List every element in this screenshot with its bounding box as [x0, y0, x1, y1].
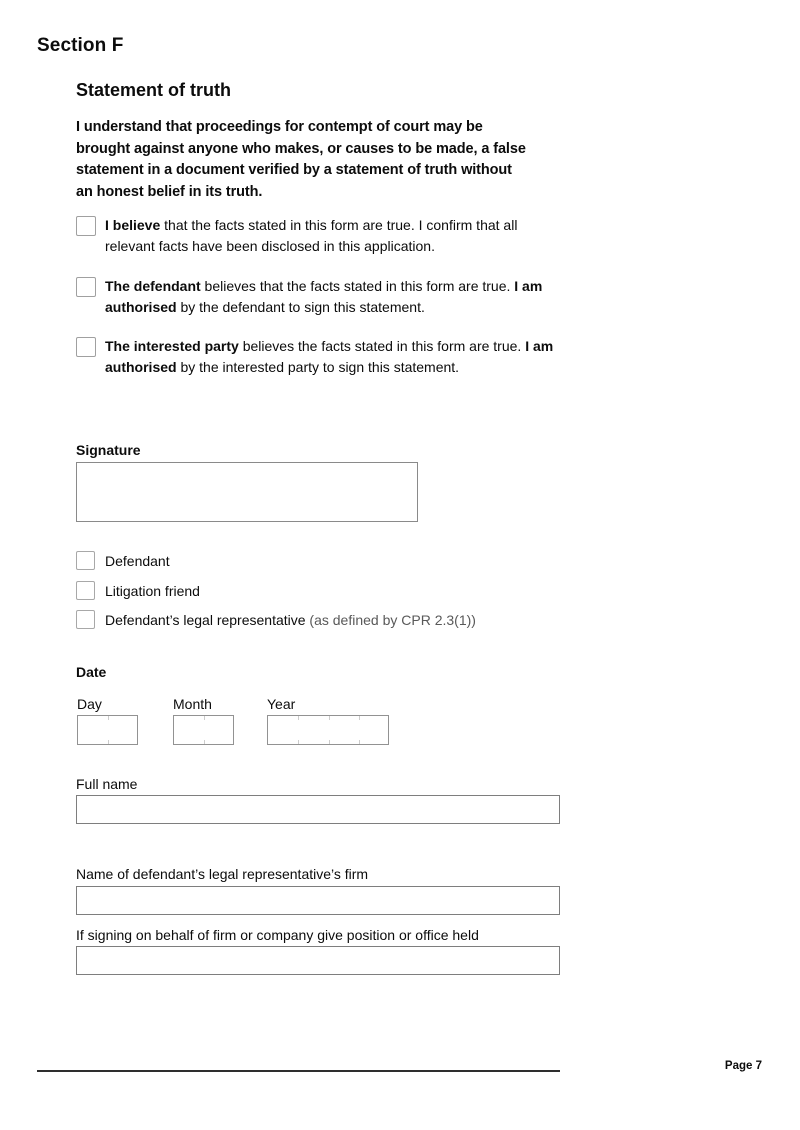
litigation-friend-checkbox[interactable] [76, 581, 95, 600]
day-label: Day [77, 696, 102, 712]
digit-divider-tick [108, 740, 109, 744]
position-held-label: If signing on behalf of firm or company give position or office held [76, 927, 479, 943]
role-label-text: Defendant [105, 552, 170, 569]
full-name-input[interactable] [76, 795, 560, 824]
digit-divider-tick [329, 740, 330, 744]
role-row-defendant [76, 551, 170, 570]
declaration-row-defendant-believes [76, 276, 557, 317]
declaration-plain-text: that the facts stated in this form are true. I confirm that all relevant facts have been disclosed in this application. [105, 217, 518, 254]
intro-line: brought against anyone who makes, or causes to be made, a false [76, 140, 526, 157]
year-label: Year [267, 696, 296, 712]
role-label-text: Defendant’s legal representative [105, 611, 306, 628]
digit-divider-tick [329, 716, 330, 720]
legal-representative-checkbox[interactable] [76, 610, 95, 629]
signature-label: Signature [76, 442, 141, 458]
digit-divider-tick [359, 740, 360, 744]
intro-line: statement in a document verified by a statement of truth without [76, 162, 512, 178]
digit-divider-tick [298, 716, 299, 720]
declaration-plain-text: by the interested party to sign this statement. [176, 358, 460, 375]
declaration-bold-text: I am authorised [105, 338, 554, 375]
declaration-bold-text: I am authorised [105, 278, 543, 315]
statement-of-truth-intro [76, 117, 576, 203]
declaration-plain-text: believes that the facts stated in this form are true. [200, 278, 515, 294]
firm-name-label: Name of defendant’s legal representative’s firm [76, 866, 369, 882]
declaration-row-interested-party [76, 336, 557, 377]
interested-party-checkbox[interactable] [76, 337, 96, 357]
declaration-plain-text: believes the facts stated in this form are true. [238, 338, 526, 354]
statement-of-truth-heading: Statement of truth [76, 80, 231, 100]
digit-divider-tick [204, 716, 205, 720]
intro-line: an honest belief in its truth. [76, 183, 263, 200]
defendant-role-checkbox[interactable] [76, 551, 95, 570]
month-label: Month [173, 696, 212, 712]
month-input[interactable] [173, 715, 234, 745]
role-label [105, 612, 476, 628]
year-input[interactable] [267, 715, 389, 745]
page-number: Page 7 [724, 1060, 762, 1072]
date-label: Date [76, 664, 107, 680]
day-input[interactable] [77, 715, 138, 745]
role-note-text: (as defined by CPR 2.3(1)) [305, 611, 476, 628]
full-name-label: Full name [76, 776, 138, 792]
defendant-believes-checkbox[interactable] [76, 277, 96, 297]
digit-divider-tick [359, 716, 360, 720]
digit-divider-tick [298, 740, 299, 744]
firm-name-input[interactable] [76, 886, 560, 915]
role-label-text: Litigation friend [105, 582, 200, 599]
declaration-bold-text: The defendant [105, 278, 201, 294]
declaration-bold-text: The interested party [105, 338, 239, 354]
declaration-text [105, 276, 557, 317]
digit-divider-tick [108, 716, 109, 720]
declaration-text [105, 215, 557, 256]
digit-divider-tick [204, 740, 205, 744]
role-label [105, 553, 170, 569]
i-believe-checkbox[interactable] [76, 216, 96, 236]
footer-rule [37, 1070, 560, 1072]
declaration-row-i-believe [76, 215, 557, 256]
declaration-bold-text: I believe [105, 217, 161, 233]
position-held-input[interactable] [76, 946, 560, 975]
role-row-legal-representative [76, 610, 476, 629]
role-row-litigation-friend [76, 581, 200, 600]
declaration-plain-text: by the defendant to sign this statement. [176, 298, 425, 315]
declaration-text [105, 336, 557, 377]
intro-line: I understand that proceedings for contempt of court may be [76, 119, 483, 135]
signature-field[interactable] [76, 462, 418, 522]
section-heading: Section F [37, 35, 124, 56]
role-label [105, 583, 200, 599]
